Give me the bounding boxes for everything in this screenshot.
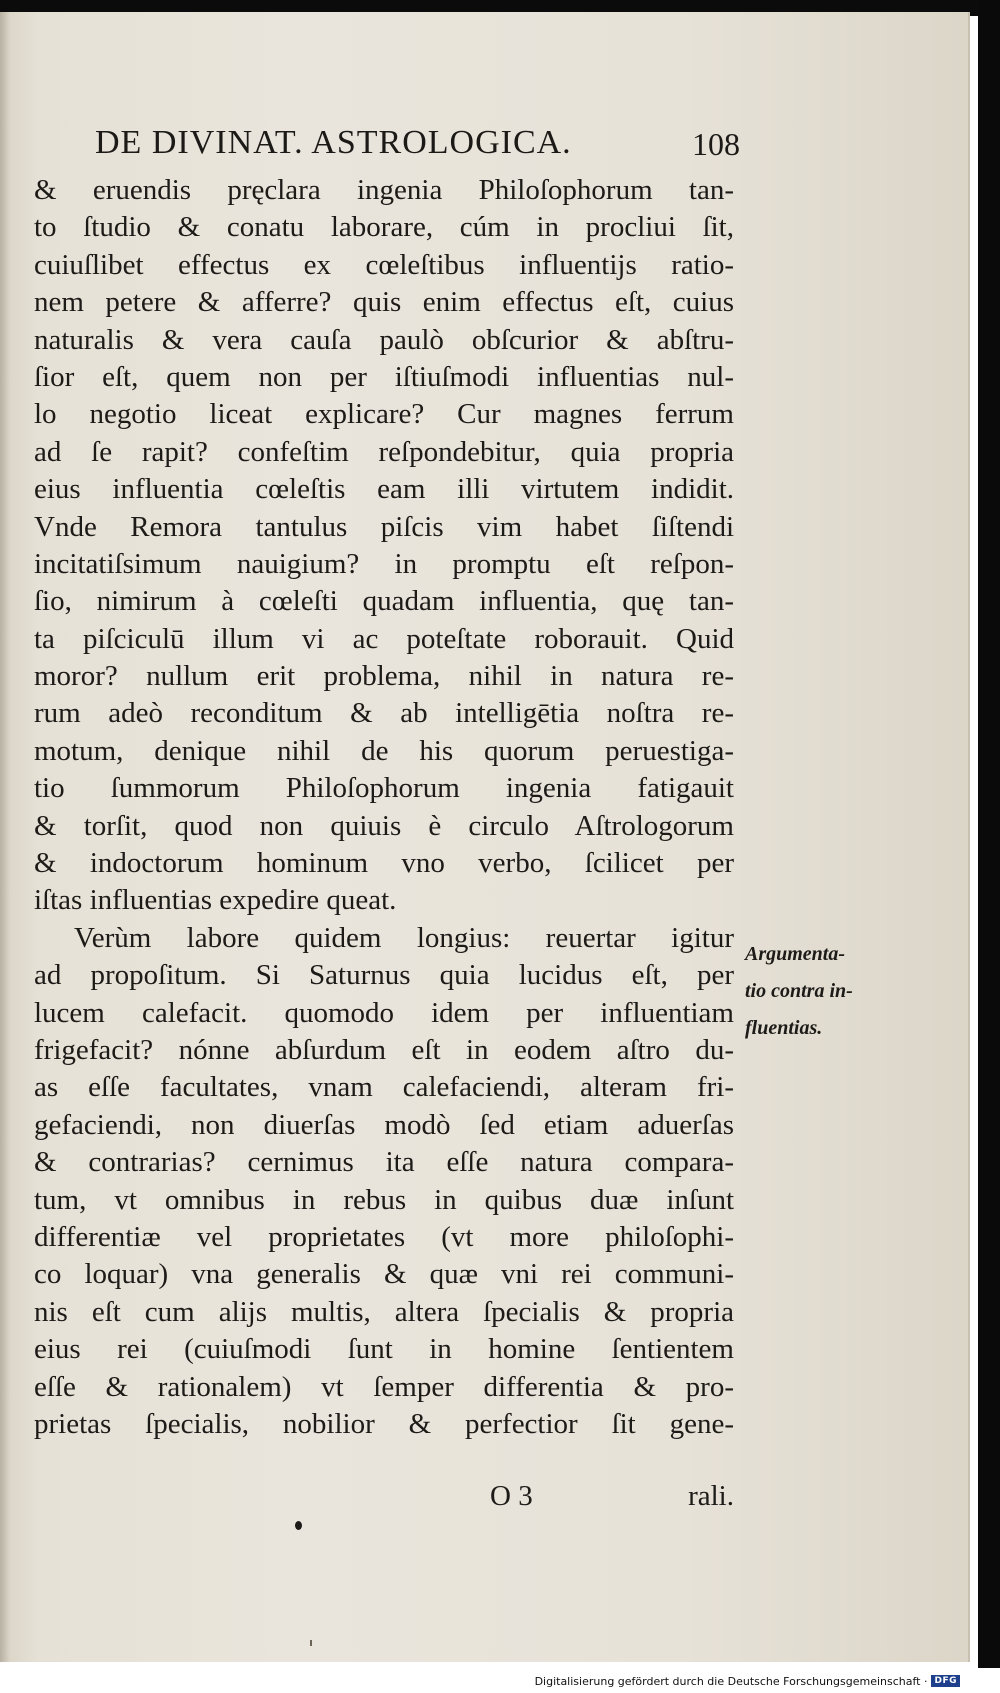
marginal-note-line: fluentias. — [745, 1017, 823, 1039]
text-line: moror? nullum erit problema, nihil in natura re- — [34, 660, 734, 693]
funding-text: Digitalisierung gefördert durch die Deutsche Forschungsgemeinschaft · — [534, 1674, 928, 1688]
text-line: ta piſciculū illum vi ac poteſtate roborauit. Quid — [34, 622, 734, 655]
text-line: motum, denique nihil de his quorum peruestiga- — [34, 734, 734, 767]
text-line: lo negotio liceat explicare? Cur magnes ferrum — [34, 398, 734, 431]
text-line: eſſe & rationalem) vt ſemper differentia & pro- — [34, 1370, 734, 1403]
text-line: incitatiſsimum nauigium? in promptu eſt reſpon- — [34, 547, 734, 580]
text-line: Verùm labore quidem longius: reuertar igitur — [74, 921, 734, 954]
page-gutter-shadow — [0, 12, 10, 1662]
text-line: tio ſummorum Philoſophorum ingenia fatigauit — [34, 772, 734, 805]
page-foot — [34, 1480, 734, 1520]
text-line: ſio, nimirum à cœleſti quadam influentia, quę tan- — [34, 585, 734, 618]
text-line: Vnde Remora tantulus piſcis vim habet ſiſtendi — [34, 510, 734, 543]
text-line: ſior eſt, quem non per iſtiuſmodi influentias nul- — [34, 360, 734, 393]
text-line: & eruendis pręclara ingenia Philoſophorum tan- — [34, 174, 734, 206]
page-number: 108 — [692, 126, 740, 162]
text-line: lucem calefacit. quomodo idem per influentiam — [34, 996, 734, 1029]
text-line: tum, vt omnibus in rebus in quibus duæ inſunt — [34, 1183, 734, 1216]
text-line: differentiæ vel proprietates (vt more philoſophi- — [34, 1220, 734, 1253]
ink-spot — [310, 1640, 312, 1646]
text-line: ad ſe rapit? confeſtim reſpondebitur, quia propria — [34, 435, 734, 468]
catchword: rali. — [688, 1480, 734, 1512]
funding-footer — [535, 1672, 960, 1690]
running-header: DE DIVINAT. ASTROLOGICA. — [95, 124, 572, 161]
text-line: as eſſe facultates, vnam calefaciendi, alteram fri- — [34, 1071, 734, 1104]
scan-edge-right — [978, 0, 1000, 1693]
dfg-logo: DFG — [931, 1675, 960, 1687]
text-line: & indoctorum hominum vno verbo, ſcilicet per — [34, 847, 734, 880]
text-line: rum adeò reconditum & ab intelligētia noſtra re- — [34, 697, 734, 730]
text-line: eius influentia cœleſtis eam illi virtutem indidit. — [34, 473, 734, 506]
signature-mark: O 3 — [490, 1480, 533, 1512]
marginal-note-line: Argumenta- — [745, 943, 846, 965]
text-line: frigefacit? nónne abſurdum eſt in eodem aſtro du- — [34, 1033, 734, 1066]
text-line: naturalis & vera cauſa paulò obſcurior & abſtru- — [34, 323, 734, 356]
body-text — [34, 172, 734, 1443]
text-line: & torſit, quod non quiuis è circulo Aſtrologorum — [34, 809, 734, 842]
text-line: nis eſt cum alijs multis, altera ſpecialis & propria — [34, 1295, 734, 1328]
text-line: & contrarias? cernimus ita eſſe natura compara- — [34, 1146, 734, 1179]
text-line: prietas ſpecialis, nobilior & perfectior ſit gene- — [34, 1407, 734, 1440]
text-line: nem petere & afferre? quis enim effectus eſt, cuius — [34, 286, 734, 319]
marginal-note-line: tio contra in- — [745, 980, 853, 1002]
text-line: gefaciendi, non diuerſas modò ſed etiam aduerſas — [34, 1108, 734, 1141]
text-line: eius rei (cuiuſmodi ſunt in homine ſentientem — [34, 1333, 734, 1366]
text-line: iſtas influentias expedire queat. — [34, 884, 397, 917]
marginal-note — [745, 936, 895, 1047]
text-line: cuiuſlibet effectus ex cœleſtibus influentijs ratio- — [34, 248, 734, 281]
ink-spot — [295, 1521, 302, 1530]
text-line: ad propoſitum. Si Saturnus quia lucidus eſt, per — [34, 959, 734, 992]
text-line: to ſtudio & conatu laborare, cúm in procliui ſit, — [34, 211, 734, 244]
text-line: co loquar) vna generalis & quæ vni rei communi- — [34, 1258, 734, 1291]
